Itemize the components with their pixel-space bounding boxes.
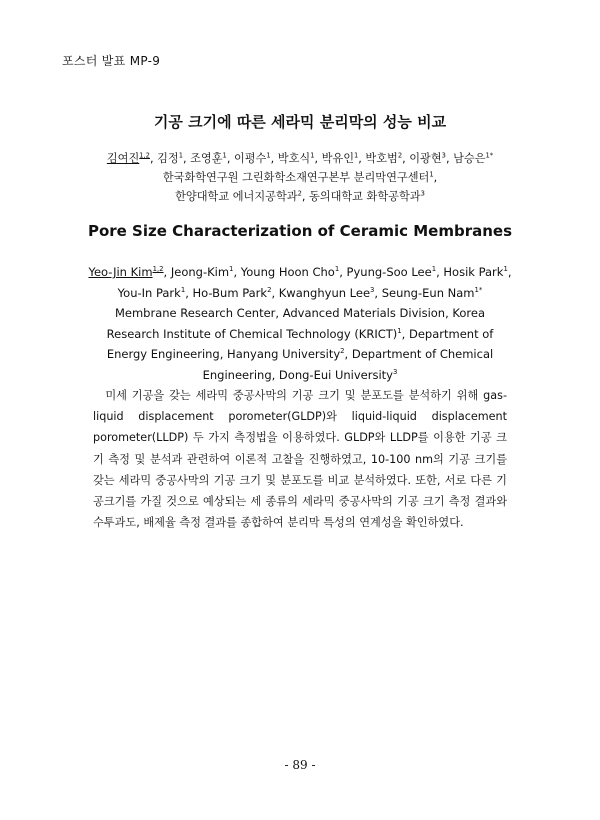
korean-author-block [70, 149, 530, 206]
author-separator: , [507, 265, 512, 279]
author-separator: , [374, 285, 382, 300]
abstract-text: 미세 기공을 갖는 세라믹 중공사막의 기공 크기 및 분포도를 분석하기 위해 gas-liquid displacement porometer(GLDP)와 liquid-liquid displacement porometer(LLDP) 두 가지 측정법을 이용하였다. GLDP와 LLDP를 이용한 기공 크기 측정 및 분석과 관련하여 이론적 고찰을 진행하였고, 10-100 nm의 기공 크기를 갖는 세라믹 중공사막의 기공 크기 및 분포도를 비교 분석하였다. 또한, 서로 다른 기공크기를 가질 것으로 예상되는 세 종류의 세라믹 중공사막의 기공 크기 측정 결과와 수투과도, 배제율 측정 결과를 종합하여 분리막 특성의 연계성을 확인하였다. [93, 389, 507, 530]
author-affiliation-mark: 1 [310, 151, 315, 160]
author-name: 박호식 [277, 152, 311, 165]
author-separator: , [436, 265, 444, 279]
author-affiliation-mark: 1 [180, 285, 186, 294]
author-affiliation-mark: 3 [370, 285, 375, 294]
author-separator: , [314, 152, 322, 165]
author-name: Pyung-Soo Lee [346, 265, 432, 279]
author-separator: , [271, 285, 279, 300]
author-separator: , [163, 265, 171, 279]
author-affiliation-mark: 2 [397, 151, 403, 160]
korean-affiliation-1: 한국화학연구원 그린화학소재연구본부 분리막연구센터$^1$, [162, 170, 438, 184]
author-entry [365, 152, 409, 165]
page-number: - 89 - [284, 758, 316, 772]
author-affiliation-mark: 3 [441, 151, 446, 160]
session-label: 포스터 발표 MP-9 [62, 54, 161, 68]
korean-author-list [70, 149, 530, 168]
author-separator: , [358, 152, 366, 165]
author-name: 이평수 [233, 152, 267, 165]
author-separator: , [226, 152, 234, 165]
author-entry [278, 152, 322, 165]
author-name: Seung-Eun Nam [381, 285, 475, 300]
author-affiliation-mark: 1,2 [139, 151, 150, 160]
author-entry [118, 286, 193, 300]
author-separator: , [185, 285, 193, 300]
author-entry [322, 152, 366, 165]
author-entry [157, 152, 190, 165]
author-separator: , [270, 152, 278, 165]
author-entry [234, 152, 278, 165]
author-entry [88, 265, 170, 279]
author-name: 이광현 [409, 152, 442, 165]
english-author-list-line2 [88, 283, 512, 304]
author-entry [171, 265, 241, 279]
english-author-list-line1 [88, 262, 512, 283]
author-entry [279, 286, 382, 300]
author-name: Ho-Bum Park [192, 285, 268, 300]
korean-title: 기공 크기에 따른 세라믹 분리막의 성능 비교 [153, 113, 447, 131]
author-affiliation-mark: 1 [229, 265, 234, 274]
author-name: 김정 [157, 152, 179, 165]
author-name: Jeong-Kim [170, 265, 230, 279]
author-entry [107, 152, 157, 165]
author-separator: , [445, 152, 454, 165]
author-entry [453, 152, 493, 165]
author-separator: , [149, 152, 158, 165]
author-separator: , [402, 152, 410, 165]
author-name: Kwanghyun Lee [278, 285, 371, 300]
author-affiliation-mark: 1 [178, 151, 183, 160]
author-entry [409, 152, 453, 165]
author-name: Hosik Park [443, 265, 504, 279]
author-separator: , [233, 265, 241, 279]
korean-affiliation-2: 한양대학교 에너지공학과$^2$, 동의대학교 화학공학과$^3$ [175, 189, 425, 203]
author-name: 김여진 [106, 152, 140, 165]
author-name: Young Hoon Cho [240, 265, 335, 279]
author-affiliation-mark: 1* [474, 285, 483, 294]
author-affiliation-mark: 1 [222, 151, 227, 160]
author-name: 조영훈 [190, 152, 223, 165]
author-affiliation-mark: 2 [267, 285, 272, 294]
author-affiliation-mark: 1* [485, 151, 494, 160]
author-name: 남승은 [453, 152, 486, 165]
author-affiliation-mark: 1 [431, 265, 437, 274]
author-name: 박유인 [321, 152, 355, 165]
author-entry [193, 286, 279, 300]
author-affiliation-mark: 1 [354, 151, 359, 160]
english-title: Pore Size Characterization of Ceramic Membranes [87, 222, 513, 240]
author-affiliation-mark: 1 [334, 265, 340, 274]
author-affiliation-mark: 1 [503, 265, 508, 274]
author-separator: , [339, 265, 347, 279]
author-entry [443, 265, 511, 279]
author-separator: , [182, 152, 191, 165]
english-author-block [88, 262, 512, 385]
author-entry [347, 265, 444, 279]
abstract [93, 385, 507, 533]
author-entry [241, 265, 347, 279]
author-name: 박호범 [365, 152, 398, 165]
author-name: You-In Park [117, 285, 181, 300]
author-affiliation-mark: 1 [266, 151, 271, 160]
english-affiliations: Membrane Research Center, Advanced Materials Division, Korea Research Institute of Chemical Technology (KRICT)$^1$, Department of Energy Engineering, Hanyang University$^2$, Department of Chemical Engineering, Dong-Eui University$^3$ [106, 306, 494, 382]
author-affiliation-mark: 1,2 [152, 265, 164, 274]
author-entry [190, 152, 234, 165]
author-entry [382, 286, 483, 300]
author-name: Yeo-Jin Kim [88, 265, 153, 279]
